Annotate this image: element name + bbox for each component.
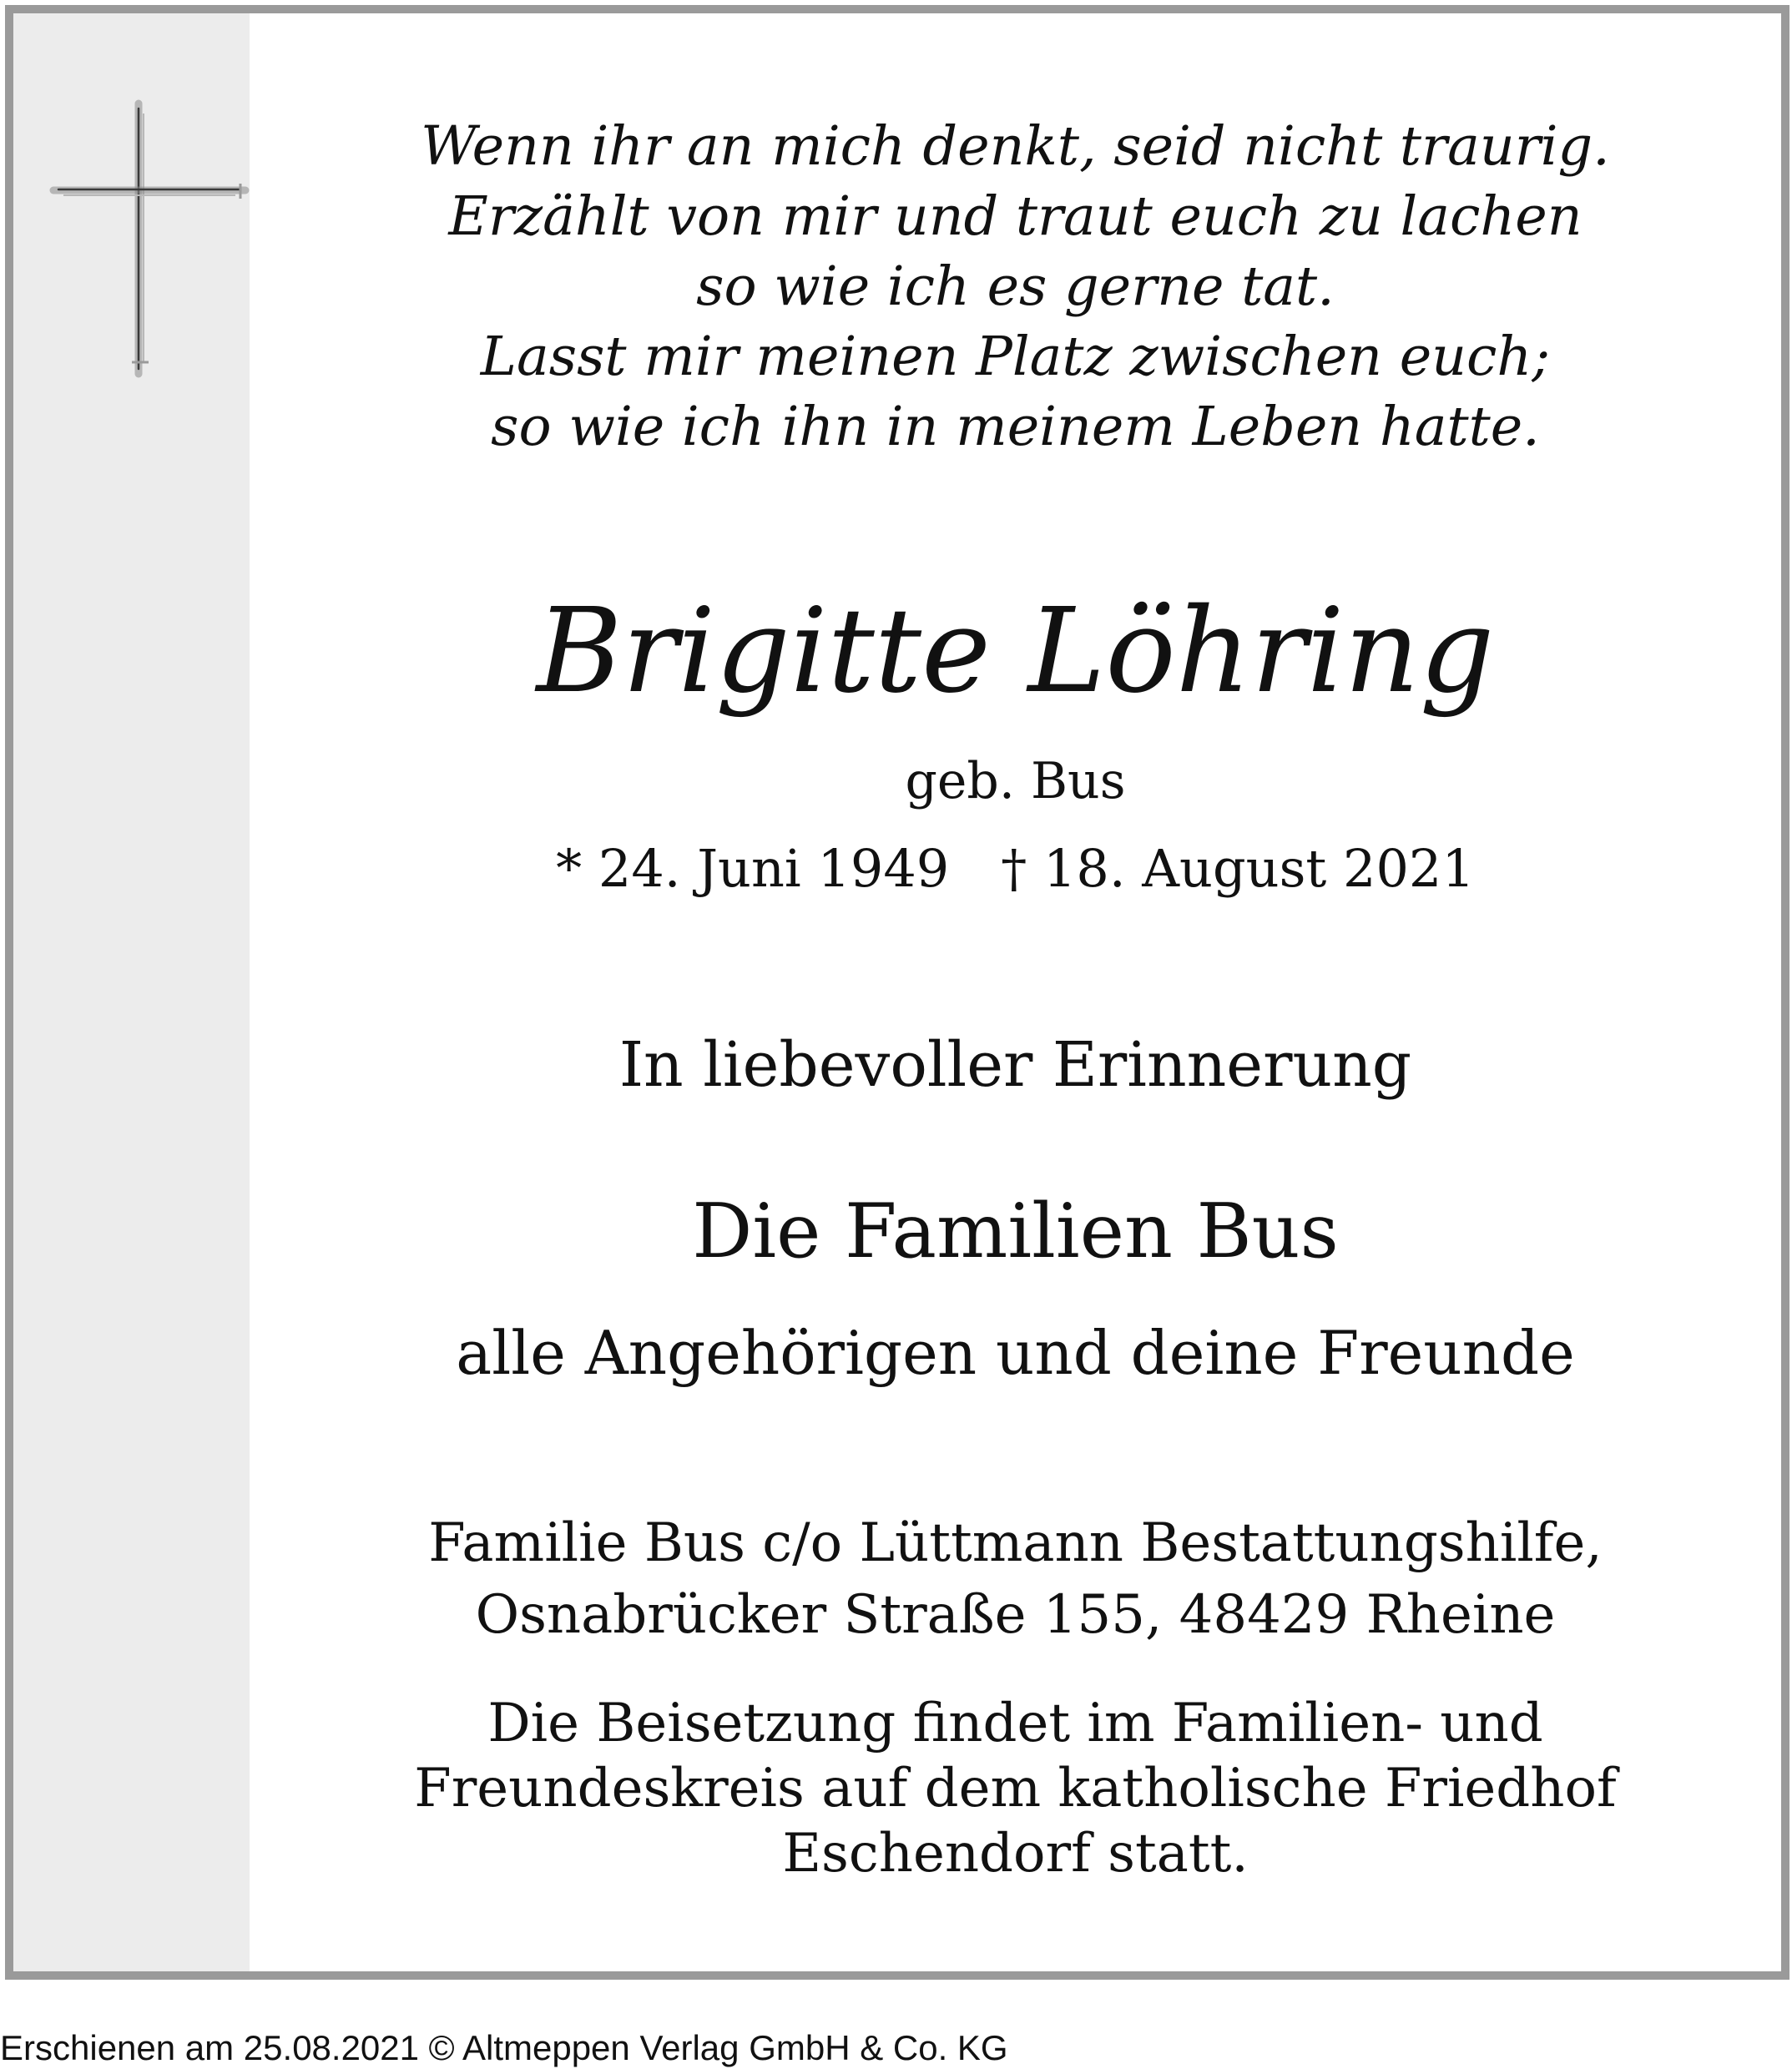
burial-notice: [250, 1691, 1781, 1886]
mourners-family: Die Familien Bus: [692, 1188, 1339, 1275]
poem: [250, 112, 1781, 462]
cross-icon: [48, 97, 257, 381]
address-line: Familie Bus c/o Lüttmann Bestattungshilfe,: [428, 1512, 1603, 1574]
remembrance-line: In liebevoller Erinnerung: [618, 1029, 1412, 1101]
deceased-name: Brigitte Löhring: [536, 583, 1495, 719]
birth-date: * 24. Juni 1949: [556, 838, 950, 899]
obituary-content: [250, 13, 1781, 1971]
address-line: Osnabrücker Straße 155, 48429 Rheine: [475, 1584, 1556, 1646]
obituary-frame: [5, 5, 1789, 1980]
death-date: † 18. August 2021: [1001, 838, 1475, 899]
poem-line: Lasst mir meinen Platz zwischen euch;: [480, 325, 1551, 388]
burial-line: Die Beisetzung findet im Familien- und: [487, 1693, 1543, 1754]
poem-line: so wie ich ihn in meinem Leben hatte.: [491, 396, 1540, 458]
publication-footer: Erschienen am 25.08.2021 © Altmeppen Verlag GmbH & Co. KG: [0, 2028, 1008, 2067]
poem-line: so wie ich es gerne tat.: [696, 255, 1335, 318]
side-band: [13, 13, 250, 1971]
contact-address: [250, 1507, 1781, 1651]
burial-line: Eschendorf statt.: [782, 1823, 1249, 1885]
birth-name: geb. Bus: [905, 752, 1126, 810]
mourners-others: alle Angehörigen und deine Freunde: [456, 1318, 1575, 1388]
poem-line: Wenn ihr an mich denkt, seid nicht traurig.: [421, 115, 1610, 178]
life-dates: [250, 835, 1781, 902]
burial-line: Freundeskreis auf dem katholische Friedhof: [414, 1758, 1617, 1819]
poem-line: Erzählt von mir und traut euch zu lachen: [448, 185, 1583, 248]
